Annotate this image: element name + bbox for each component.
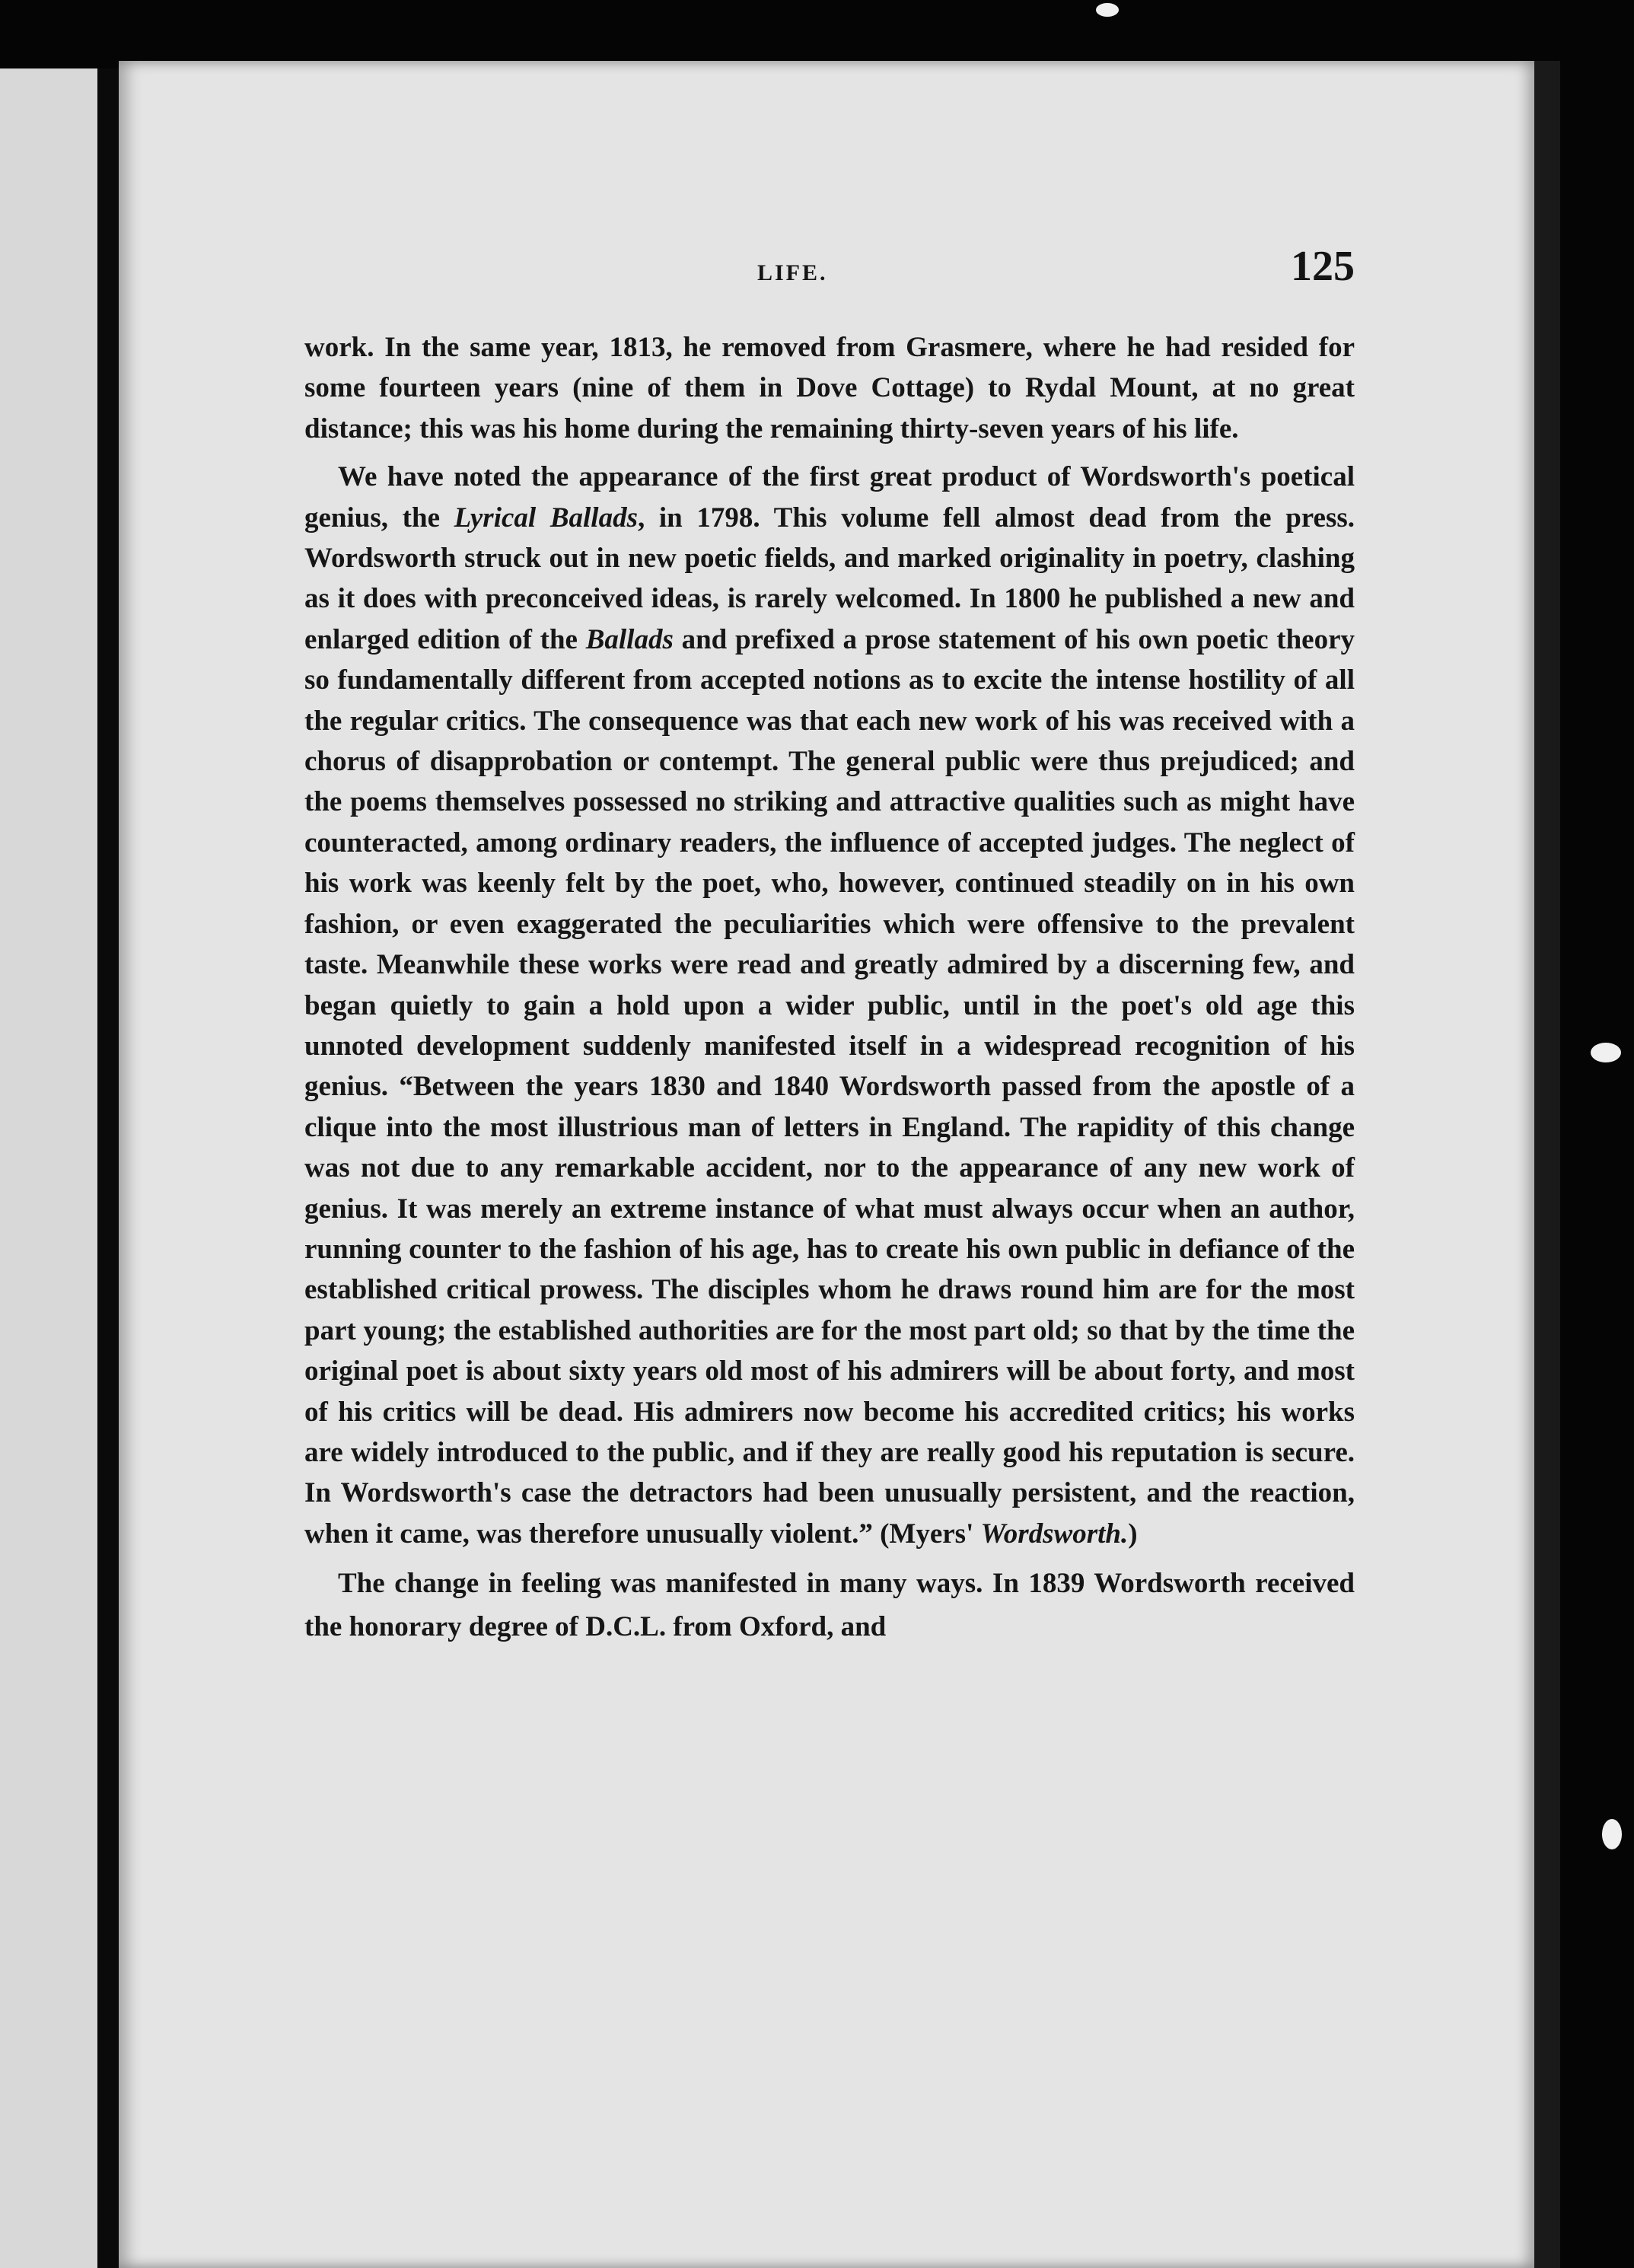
- page-number: 125: [1291, 243, 1355, 290]
- paragraph-2-closing: ): [1128, 1518, 1138, 1550]
- paragraph-1: work. In the same year, 1813, he removed from Grasmere, where he had resided for some fourteen years (nine of them in Dove Cottage) to Rydal Mount, at no great distance; this was his home during the remaining thirty-seven years of his life.: [304, 332, 1355, 444]
- paragraph-2-part-2: , in 1798. This volume fell almost dead from the press. Wordsworth struck out in new poetic fields, and marked originality in poetry, clashing as it does with preconceived ideas, is rarely welcomed. In 1800 he published a new and enlarged edition of the: [304, 502, 1355, 655]
- page-gutter-shadow: [97, 68, 119, 2268]
- paragraph-2: [304, 457, 1355, 1554]
- page-header: [304, 228, 1355, 297]
- scan-speck: [1602, 1819, 1622, 1849]
- right-page-edge: [1534, 61, 1560, 2268]
- running-head: LIFE.: [757, 260, 828, 285]
- previous-page-edge: [0, 68, 97, 2268]
- title-wordsworth: Wordsworth.: [980, 1518, 1129, 1550]
- paragraph-2-part-1: We have noted the appearance of the first great product of Wordsworth's poetical genius, the: [304, 461, 1355, 534]
- paragraph-2-part-3: and prefixed a prose statement of his own poetic theory so fundamentally different from accepted notions as to excite the intense hostility of all the regular critics. The consequence was that each new work of his was received with a chorus of disapprobation or contempt. The general public were thus prejudiced; and the poems themselves possessed no striking and attractive qualities such as might have counteracted, among ordinary readers, the influence of accepted judges. The neglect of his work was keenly felt by the poet, who, however, continued steadily on in his own fashion, or even exaggerated the peculiarities which were offensive to the prevalent taste. Meanwhile these works were read and greatly admired by a discerning few, and began quietly to gain a hold upon a wider public, until in the poet's old age this unnoted development suddenly manifested itself in a widespread recognition of his genius. “Between the years 1830 and 1840 Wordsworth passed from the apostle of a clique into the most illustrious man of letters in England. The rapidity of this change was not due to any remarkable accident, nor to the appearance of any new work of genius. It was merely an extreme instance of what must always occur when an author, running counter to the fashion of his age, has to create his own public in defiance of the established critical prowess. The disciples whom he draws round him are for the most part young; the established authorities are for the most part old; so that by the time the original poet is about sixty years old most of his admirers will be about forty, and most of his critics will be dead. His admirers now become his accredited critics; his works are widely introduced to the public, and if they are really good his reputation is secure. In Wordsworth's case the detractors had been unusually persistent, and the reaction, when it came, was therefore unusually violent.” (Myers': [304, 623, 1355, 1550]
- scan-speck: [1591, 1043, 1621, 1062]
- title-ballads: Ballads: [585, 623, 674, 655]
- paragraph-3: The change in feeling was manifested in many ways. In 1839 Wordsworth received the honorary degree of D.C.L. from Oxford, and: [304, 1568, 1355, 1643]
- body-text: [304, 327, 1355, 1656]
- scan-speck: [1096, 3, 1119, 17]
- title-lyrical-ballads: Lyrical Ballads: [454, 502, 638, 534]
